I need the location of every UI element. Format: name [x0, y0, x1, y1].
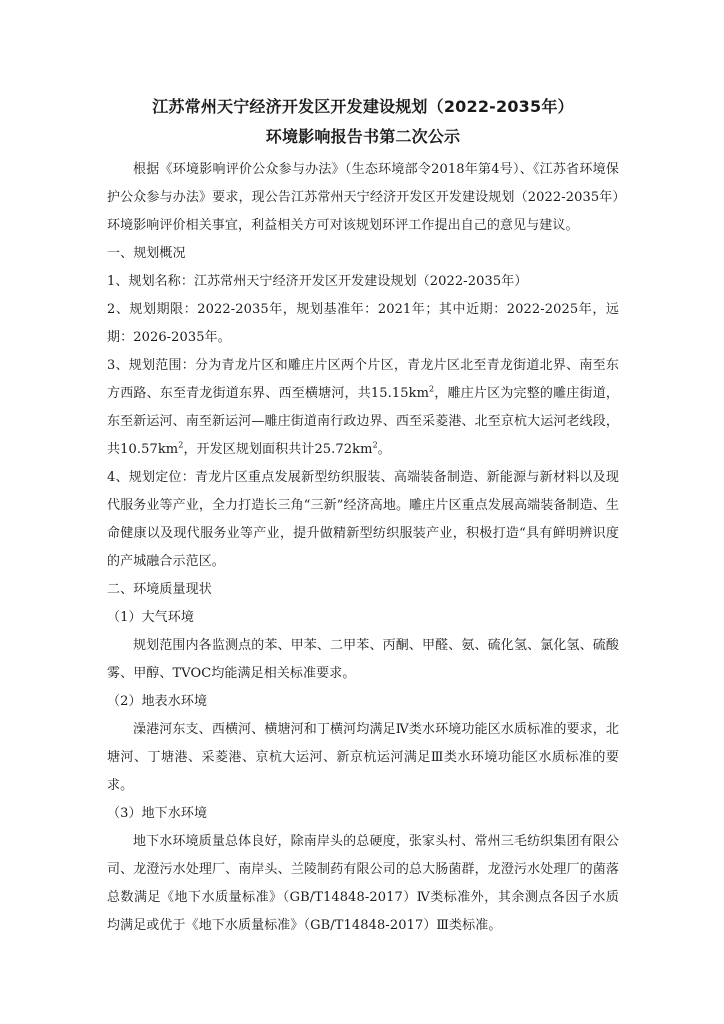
superscript-2: 2	[178, 440, 184, 450]
document-page	[107, 92, 619, 940]
section1-heading: 一、规划概况	[107, 246, 186, 261]
plan-scope-text-d: 。	[377, 442, 391, 457]
surface-water-text: 澡港河东支、西横河、横塘河和丁横河均满足Ⅳ类水环境功能区水质标准的要求，北塘河、丁塘港、采菱港、京杭大运河、新京杭运河满足Ⅲ类水环境功能区水质标准的要求。	[107, 722, 619, 793]
section2-heading: 二、环境质量现状	[107, 582, 212, 597]
document-title-line1: 江苏常州天宁经济开发区开发建设规划（2022-2035年）	[152, 97, 574, 116]
document-title-line2: 环境影响报告书第二次公示	[265, 127, 461, 146]
air-env-text: 规划范围内各监测点的苯、甲苯、二甲苯、丙酮、甲醛、氨、硫化氢、氯化氢、硫酸雾、甲醇、TVOC均能满足相关标准要求。	[107, 638, 619, 681]
groundwater-text: 地下水环境质量总体良好，除南岸头的总硬度，张家头村、常州三毛纺织集团有限公司、龙澄污水处理厂、南岸头、兰陵制药有限公司的总大肠菌群，龙澄污水处理厂的菌落总数满足《地下水质量标准》（GB/T14848-2017）Ⅳ类标准外，其余测点各因子水质均满足或优于《地下水质量标准》（GB/T14848-2017）Ⅲ类标准。	[107, 834, 619, 933]
plan-period-item: 2、规划期限：2022-2035年，规划基准年：2021年；其中近期：2022-2025年，远期：2026-2035年。	[107, 302, 619, 345]
plan-name-item: 1、规划名称：江苏常州天宁经济开发区开发建设规划（2022-2035年）	[107, 274, 528, 289]
plan-positioning-item: 4、规划定位：青龙片区重点发展新型纺织服装、高端装备制造、新能源与新材料以及现代服务业等产业，全力打造长三角“三新”经济高地。雕庄片区重点发展高端装备制造、生命健康以及现代服务业等产业，提升做精新型纺织服装产业，积极打造“具有鲜明辨识度的产城融合示范区。	[107, 470, 619, 569]
plan-scope-item	[107, 352, 619, 464]
groundwater-heading: （3）地下水环境	[107, 806, 208, 821]
superscript-2: 2	[372, 440, 378, 450]
plan-scope-text-a: 3、规划范围：分为青龙片区和雕庄片区两个片区，青龙片区北至青龙街道北界、南至东方西路、东至青龙街道东界、西至横塘河，共15.15km	[107, 358, 619, 401]
intro-paragraph: 根据《环境影响评价公众参与办法》（生态环境部令2018年第4号）、《江苏省环境保护公众参与办法》要求，现公告江苏常州天宁经济开发区开发建设规划（2022-2035年）环境影响评价相关事宜，利益相关方可对该规划环评工作提出自己的意见与建议。	[107, 162, 619, 233]
air-env-heading: （1）大气环境	[107, 610, 194, 625]
surface-water-heading: （2）地表水环境	[107, 694, 208, 709]
superscript-2: 2	[429, 384, 435, 394]
plan-scope-text-c: ，开发区规划面积共计25.72km	[183, 442, 373, 457]
plan-scope-text-b: ，雕庄片区为完整的雕庄街道，东至新运河、南至新运河—雕庄街道南行政边界、西至采菱港、北至京杭大运河老线段，共10.57km	[107, 386, 619, 457]
